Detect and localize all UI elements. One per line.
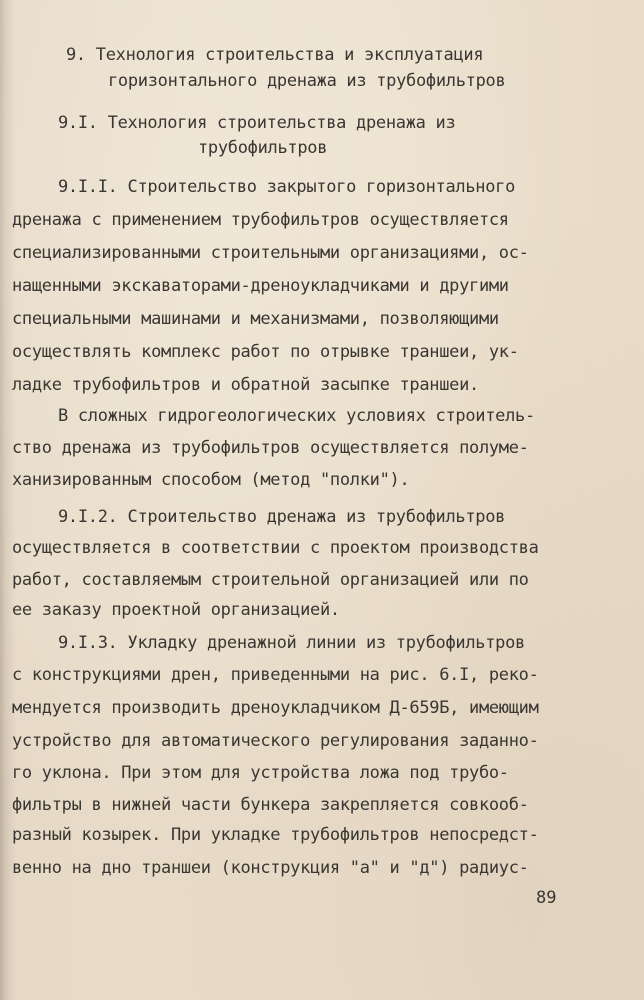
- section-heading-line-1: 9. Технология строительства и эксплуатация: [66, 45, 484, 65]
- paragraph-2-line-1: В сложных гидрогеологических условиях строитель-: [58, 406, 535, 426]
- paragraph-1-line-6: осуществлять комплекс работ по отрывке траншеи, ук-: [12, 342, 519, 362]
- paragraph-1-line-7: ладке трубофильтров и обратной засыпке траншеи.: [12, 375, 479, 395]
- subsection-heading-line-1: 9.I. Технология строительства дренажа из: [58, 113, 456, 133]
- paragraph-4-line-6: фильтры в нижней части бункера закрепляется совкооб-: [12, 795, 529, 815]
- paragraph-1-line-5: специальными машинами и механизмами, позволяющими: [12, 309, 499, 329]
- paragraph-1-line-2: дренажа с применением трубофильтров осуществляется: [12, 210, 509, 230]
- page-number: 89: [536, 888, 557, 908]
- paragraph-4-line-7: разный козырек. При укладке трубофильтров непосредст-: [12, 825, 539, 845]
- paragraph-4-line-3: мендуется производить дреноукладчиком Д-659Б, имеющим: [12, 698, 539, 718]
- paragraph-4-line-8: венно на дно траншеи (конструкция "а" и "д") радиус-: [12, 858, 529, 878]
- paragraph-4-line-2: с конструкциями дрен, приведенными на рис. 6.I, реко-: [12, 665, 539, 685]
- paragraph-3-line-1: 9.I.2. Строительство дренажа из трубофильтров: [58, 507, 506, 527]
- subsection-heading-line-2: трубофильтров: [198, 138, 328, 158]
- paragraph-3-line-4: ее заказу проектной организацией.: [12, 600, 340, 620]
- paragraph-2-line-2: ство дренажа из трубофильтров осуществляется полуме-: [12, 438, 529, 458]
- paragraph-2-line-3: ханизированным способом (метод "полки").: [12, 470, 410, 490]
- paragraph-1-line-1: 9.I.I. Строительство закрытого горизонтального: [58, 177, 516, 197]
- paragraph-1-line-4: нащенными экскаваторами-дреноукладчиками и другими: [12, 276, 509, 296]
- paragraph-3-line-2: осуществляется в соответствии с проектом производства: [12, 538, 539, 558]
- section-heading-line-2: горизонтального дренажа из трубофильтров: [108, 71, 506, 91]
- paragraph-4-line-4: устройство для автоматического регулирования заданно-: [12, 731, 539, 751]
- paragraph-3-line-3: работ, составляемым строительной организацией или по: [12, 570, 529, 590]
- paragraph-4-line-5: го уклона. При этом для устройства ложа под трубо-: [12, 763, 509, 783]
- paragraph-1-line-3: специализированными строительными организациями, ос-: [12, 243, 529, 263]
- paragraph-4-line-1: 9.I.3. Укладку дренажной линии из трубофильтров: [58, 633, 525, 653]
